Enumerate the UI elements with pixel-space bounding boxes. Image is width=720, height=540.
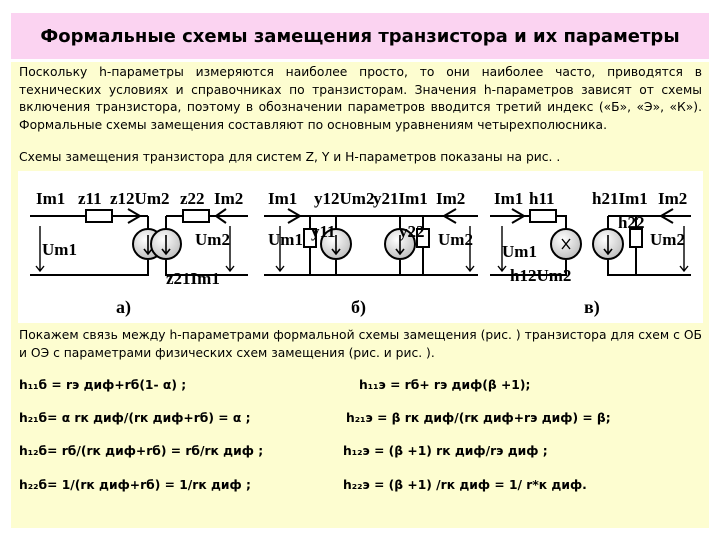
label-a-z11: z11 bbox=[78, 189, 102, 208]
paragraph-relations: Покажем связь между h-параметрами формальной схемы замещения (рис. ) транзистора для схем с ОБ и ОЭ с параметрами физических схем замещения (рис. и рис. ). bbox=[19, 328, 702, 360]
formula-h21b: h₂₁б= α rк диф/(rк диф+rб) = α ; bbox=[19, 411, 251, 425]
caption-b: б) bbox=[351, 297, 366, 317]
label-b-y11: y11 bbox=[311, 222, 336, 241]
label-a-um2: Um2 bbox=[195, 230, 230, 249]
formula-h12e: h₁₂э = (β +1) rк диф/rэ диф ; bbox=[343, 444, 548, 458]
label-c-h12um2: h12Um2 bbox=[510, 266, 572, 285]
label-b-um1: Um1 bbox=[268, 230, 303, 249]
page-title: Формальные схемы замещения транзистора и их параметры bbox=[40, 25, 680, 47]
formula-h11e: h₁₁э = rб+ rэ диф(β +1); bbox=[359, 378, 531, 392]
label-b-y22: y22 bbox=[399, 222, 425, 241]
formula-h12b: h₁₂б= rб/(rк диф+rб) = rб/rк диф ; bbox=[19, 444, 264, 458]
label-a-z22: z22 bbox=[180, 189, 205, 208]
label-c-im2: Im2 bbox=[658, 189, 688, 208]
paragraph-figure-ref: Схемы замещения транзистора для систем Z, Y и H-параметров показаны на рис. . bbox=[19, 150, 561, 164]
equivalent-circuits-figure bbox=[18, 171, 703, 323]
caption-c: в) bbox=[584, 297, 600, 317]
label-a-z12um2: z12Um2 bbox=[110, 189, 170, 208]
label-c-h22: h22 bbox=[618, 213, 645, 232]
title-bar bbox=[11, 13, 709, 59]
label-a-um1: Um1 bbox=[42, 240, 77, 259]
label-c-h21im1: h21Im1 bbox=[592, 189, 648, 208]
label-b-im2: Im2 bbox=[436, 189, 466, 208]
label-c-um2: Um2 bbox=[650, 230, 685, 249]
label-b-im1: Im1 bbox=[268, 189, 298, 208]
label-c-h11: h11 bbox=[529, 189, 555, 208]
label-a-z21im1: z21Im1 bbox=[166, 269, 220, 288]
formula-h11b: h₁₁б = rэ диф+rб(1- α) ; bbox=[19, 378, 187, 392]
formula-h21e: h₂₁э = β rк диф/(rк диф+rэ диф) = β; bbox=[346, 411, 611, 425]
label-a-im2: Im2 bbox=[214, 189, 244, 208]
formula-h22b: h₂₂б= 1/(rк диф+rб) = 1/rк диф ; bbox=[19, 478, 251, 492]
label-b-um2: Um2 bbox=[438, 230, 473, 249]
label-c-um1: Um1 bbox=[502, 242, 537, 261]
paragraph-h-parameters: Поскольку h-параметры измеряются наиболее просто, то они наиболее часто, приводятся в технических условиях и справочниках по транзисторам. Значения h-параметров зависят от схемы включения транзистора, поэтому в обозначении параметров вводится третий индекс («Б», «Э», «К»). Формальные схемы замещения составляют по основным уравнениям четырехполюсника. bbox=[19, 65, 702, 133]
caption-a: а) bbox=[116, 297, 131, 317]
content-area bbox=[11, 62, 709, 528]
label-b-y12um2: y12Um2 bbox=[314, 189, 375, 208]
label-b-y21im1: y21Im1 bbox=[373, 189, 428, 208]
label-a-im1: Im1 bbox=[36, 189, 66, 208]
label-c-im1: Im1 bbox=[494, 189, 524, 208]
formula-h22e: h₂₂э = (β +1) /rк диф = 1/ r*к диф. bbox=[343, 478, 587, 492]
